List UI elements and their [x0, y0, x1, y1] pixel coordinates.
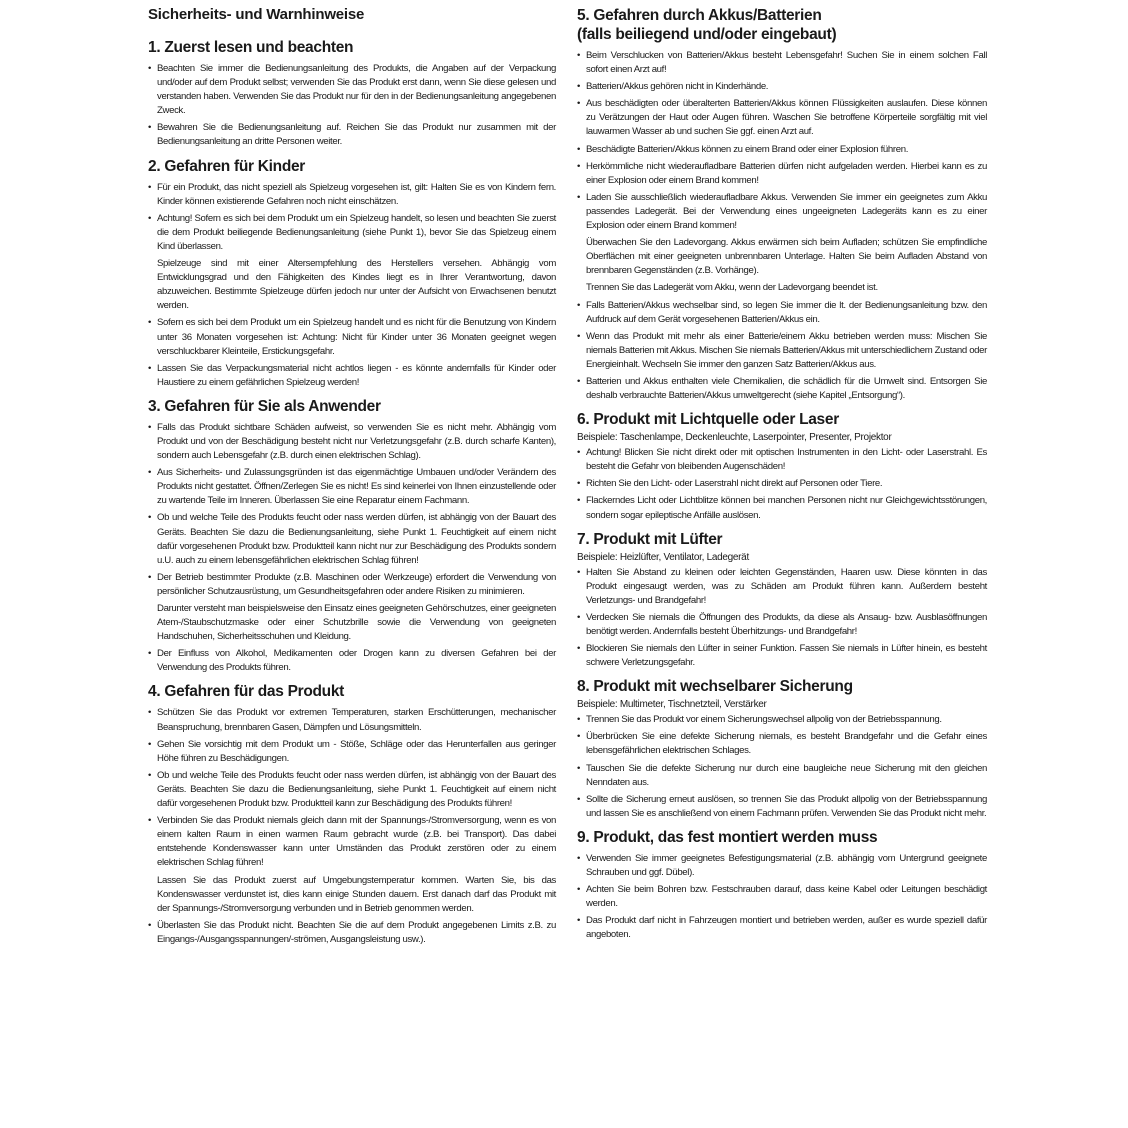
section-heading: 1. Zuerst lesen und beachten [148, 39, 354, 56]
section-5 [577, 6, 987, 403]
warning-list [148, 421, 556, 676]
right-column [577, 6, 987, 1128]
section-2 [148, 158, 556, 390]
section-4 [148, 683, 556, 947]
left-column [148, 6, 556, 1128]
warning-item: • Gehen Sie vorsichtig mit dem Produkt um - Stöße, Schläge oder das Herunterfallen aus geringer Höhe führen zu Beschädigungen. [148, 738, 556, 766]
section-examples: Beispiele: Heizlüfter, Ventilator, Ladegerät [577, 551, 749, 563]
section-6 [577, 411, 987, 522]
warning-list [577, 713, 987, 821]
section-heading: 3. Gefahren für Sie als Anwender [148, 397, 381, 415]
warning-item: • Das Produkt darf nicht in Fahrzeugen montiert und betrieben werden, außer es wurde speziell dafür angeboten. [577, 914, 987, 942]
section-9 [577, 829, 987, 943]
warning-item: • Beachten Sie immer die Bedienungsanleitung des Produkts, die Angaben auf der Verpackung und/oder auf dem Produkt selbst; verwenden Sie das Produkt erst dann, wenn Sie diese gelesen und verstanden haben. Verwenden Sie das Produkt nur für den in der Bedienungsanleitung angegebenen Zweck. [148, 62, 556, 118]
warning-item: • Richten Sie den Licht- oder Laserstrahl nicht direkt auf Personen oder Tiere. [577, 477, 987, 491]
section-8 [577, 678, 987, 821]
warning-item: • Falls das Produkt sichtbare Schäden aufweist, so verwenden Sie es nicht mehr. Abhängig vom Produkt und von der Beschädigung besteht nicht nur Verletzungsgefahr (z.B. durch scharfe Kanten), sondern auch Lebensgefahr (z.B. durch einen elektrischen Schlag). [148, 421, 556, 463]
warning-item: • Ob und welche Teile des Produkts feucht oder nass werden dürfen, ist abhängig von der Bauart des Geräts. Beachten Sie dazu die Bedienungsanleitung, siehe Punkt 1. Feuchtigkeit auf einem nicht dafür vorgesehenen Produkt bzw. Produktteil kann nicht nur zur Beschädigung des Produkts sondern u.U. auch zu einem lebensgefährlichen elektrischen Schlag führen! [148, 511, 556, 567]
warning-item: • Batterien/Akkus gehören nicht in Kinderhände. [577, 80, 987, 94]
warning-item: • Überbrücken Sie eine defekte Sicherung niemals, es besteht Brandgefahr und die Gefahr eines lebensgefährlichen elektrischen Schlages. [577, 730, 987, 758]
warning-item: • Für ein Produkt, das nicht speziell als Spielzeug vorgesehen ist, gilt: Halten Sie es von Kindern fern. Kinder können existierende Gefahren noch nicht einschätzen. [148, 181, 556, 209]
warning-item: • Überlasten Sie das Produkt nicht. Beachten Sie die auf dem Produkt angegebenen Limits z.B. zu Eingangs-/Ausgangsspannungen/-strömen, Ausgangsleistung usw.). [148, 919, 556, 947]
section-heading: 5. Gefahren durch Akkus/Batterien [577, 7, 822, 24]
right-sections [577, 6, 987, 943]
section-heading-continued: (falls beiliegend und/oder eingebaut) [577, 26, 837, 43]
warning-item: • Schützen Sie das Produkt vor extremen Temperaturen, starken Erschütterungen, mechanischer Beanspruchung, brennbaren Gasen, Dämpfen und Lösungsmitteln. [148, 706, 556, 734]
warning-item: • Beim Verschlucken von Batterien/Akkus besteht Lebensgefahr! Suchen Sie in einem solchen Fall sofort einen Arzt auf! [577, 49, 987, 77]
warning-item: • Lassen Sie das Verpackungsmaterial nicht achtlos liegen - es könnte andernfalls für Kinder oder Haustiere zu einem gefährlichen Spielzeug werden! [148, 362, 556, 390]
warning-item: • Tauschen Sie die defekte Sicherung nur durch eine baugleiche neue Sicherung mit den gleichen Nenndaten aus. [577, 762, 987, 790]
section-heading: 6. Produkt mit Lichtquelle oder Laser [577, 411, 839, 429]
warning-item: • Laden Sie ausschließlich wiederaufladbare Akkus. Verwenden Sie immer ein geeignetes zum Akku passendes Ladegerät. Bei der Verwendung eines ungeeigneten Ladegeräts kann es zu einer Explosion oder einem Brand kommen! [577, 191, 987, 233]
warning-item: • Ob und welche Teile des Produkts feucht oder nass werden dürfen, ist abhängig von der Bauart des Geräts. Beachten Sie dazu die Bedienungsanleitung, siehe Punkt 1. Feuchtigkeit auf einem nicht dafür vorgesehenen Produkt bzw. Produktteil kann zur Beschädigung des Produkts führen! [148, 769, 556, 811]
document-title: Sicherheits- und Warnhinweise [148, 6, 365, 23]
section-examples: Beispiele: Multimeter, Tischnetzteil, Verstärker [577, 699, 767, 711]
warning-list [148, 181, 556, 390]
warning-item-continued: Überwachen Sie den Ladevorgang. Akkus erwärmen sich beim Aufladen; schützen Sie empfindliche Oberflächen mit einer geeigneten unbrennbaren Unterlage. Halten Sie beim Aufladen Abstand von brennbaren Gegenständen (z.B. Vorhänge). [586, 237, 987, 277]
warning-item-continued: Lassen Sie das Produkt zuerst auf Umgebungstemperatur kommen. Warten Sie, bis das Kondenswasser verdunstet ist, dies kann einige Stunden dauern. Erst danach darf das Produkt mit der Spannungs-/Stromversorgung verbunden und in Betrieb genommen werden. [157, 874, 556, 914]
warning-list [148, 62, 556, 150]
warning-item: • Batterien und Akkus enthalten viele Chemikalien, die schädlich für die Umwelt sind. Entsorgen Sie deshalb verbrauchte Batterien/Akkus umweltgerecht (siehe Kapitel „Entsorgung“). [577, 375, 987, 403]
warning-item: • Bewahren Sie die Bedienungsanleitung auf. Reichen Sie das Produkt nur zusammen mit der Bedienungsanleitung an dritte Personen weiter. [148, 121, 556, 149]
warning-item: • Verdecken Sie niemals die Öffnungen des Produkts, da diese als Ansaug- bzw. Ausblasöffnungen benötigt werden. Andernfalls besteht Überhitzungs- und Brandgefahr! [577, 611, 987, 639]
section-heading: 4. Gefahren für das Produkt [148, 683, 345, 701]
warning-item: • Aus Sicherheits- und Zulassungsgründen ist das eigenmächtige Umbauen und/oder Verändern des Produkts nicht gestattet. Öffnen/Zerlegen Sie es nicht! Es sind keinerlei von Ihnen einzustellende oder zu wartende Teile im Inneren. Überlassen Sie eine Reparatur einem Fachmann. [148, 466, 556, 508]
warning-item: • Aus beschädigten oder überalterten Batterien/Akkus können Flüssigkeiten auslaufen. Diese können zu Verätzungen der Haut oder Augen führen. Waschen Sie betroffene Körperteile sorgfältig mit viel lauwarmen Wasser ab und suchen Sie ggf. einen Arzt auf. [577, 97, 987, 139]
warning-item: • Beschädigte Batterien/Akkus können zu einem Brand oder einer Explosion führen. [577, 143, 987, 157]
warning-item-continued: Trennen Sie das Ladegerät vom Akku, wenn der Ladevorgang beendet ist. [586, 282, 878, 294]
warning-list [148, 706, 556, 947]
warning-item: • Verbinden Sie das Produkt niemals gleich dann mit der Spannungs-/Stromversorgung, wenn es von einem kalten Raum in einen warmen Raum gebracht wurde (z.B. bei Transport). Das dabei entstehende Kondenswasser kann unter Umständen das Produkt zerstören oder zu einem elektrischen Schlag führen! [148, 814, 556, 870]
warning-item-continued: Darunter versteht man beispielsweise den Einsatz eines geeigneten Gehörschutzes, einer geeigneten Atem-/Staubschutzmaske oder einer Schutzbrille sowie die Verwendung von geeigneten Handschuhen, Sicherheitsschuhen und Kleidung. [157, 603, 556, 643]
warning-list [577, 446, 987, 522]
warning-item: • Falls Batterien/Akkus wechselbar sind, so legen Sie immer die lt. der Bedienungsanleitung bzw. den Aufdruck auf dem Gerät vorgesehenen Batterien/Akkus ein. [577, 299, 987, 327]
warning-item: • Der Betrieb bestimmter Produkte (z.B. Maschinen oder Werkzeuge) erfordert die Verwendung von persönlicher Schutzausrüstung, um Gesundheitsgefahren oder andere Risiken zu minimieren. [148, 571, 556, 599]
warning-list [577, 49, 987, 403]
warning-item: • Herkömmliche nicht wiederaufladbare Batterien dürfen nicht aufgeladen werden. Hierbei kann es zu einer Explosion oder einem Brand kommen! [577, 160, 987, 188]
section-heading: 2. Gefahren für Kinder [148, 157, 306, 175]
section-heading: 9. Produkt, das fest montiert werden muss [577, 828, 878, 846]
section-heading: 8. Produkt mit wechselbarer Sicherung [577, 678, 853, 696]
warning-item: • Der Einfluss von Alkohol, Medikamenten oder Drogen kann zu diversen Gefahren bei der Verwendung des Produkts führen. [148, 647, 556, 675]
warning-item-continued: Spielzeuge sind mit einer Altersempfehlung des Herstellers versehen. Abhängig vom Entwicklungsgrad und den Fähigkeiten des Kindes liegt es in Ihrer Verantwortung, davon abzuweichen. Bestimmte Spielzeuge dürfen jedoch nur unter der Aufsicht von Erwachsenen benutzt werden. [157, 258, 556, 312]
warning-list [577, 566, 987, 671]
section-1 [148, 39, 556, 150]
warning-item: • Flackerndes Licht oder Lichtblitze können bei manchen Personen nicht nur Gleichgewichtsstörungen, sondern sogar epileptische Anfälle auslösen. [577, 494, 987, 522]
warning-item: • Verwenden Sie immer geeignetes Befestigungsmaterial (z.B. abhängig vom Untergrund geeignete Schrauben und ggf. Dübel). [577, 852, 987, 880]
warning-item: • Achtung! Blicken Sie nicht direkt oder mit optischen Instrumenten in den Licht- oder Laserstrahl. Es besteht die Gefahr von bleibenden Augenschäden! [577, 446, 987, 474]
warning-item: • Blockieren Sie niemals den Lüfter in seiner Funktion. Fassen Sie niemals in Lüfter hinein, es besteht schwere Verletzungsgefahr. [577, 642, 987, 670]
warning-item: • Halten Sie Abstand zu kleinen oder leichten Gegenständen, Haaren usw. Diese könnten in das Produkt eingesaugt werden, was zu Schäden am Produkt führen kann. Außerdem besteht Verletzungs- und Brandgefahr! [577, 566, 987, 608]
warning-item: • Wenn das Produkt mit mehr als einer Batterie/einem Akku betrieben werden muss: Mischen Sie niemals Batterien mit Akkus. Mischen Sie niemals Batterien/Akkus mit unterschiedlichem Zustand oder Energieinhalt. Wechseln Sie immer den ganzen Satz Batterien/Akkus aus. [577, 330, 987, 372]
warning-item: • Sofern es sich bei dem Produkt um ein Spielzeug handelt und es nicht für die Benutzung von Kindern unter 36 Monaten vorgesehen ist: Achtung: Nicht für Kinder unter 36 Monaten geeignet wegen verschluckbarer Kleinteile, Erstickungsgefahr. [148, 316, 556, 358]
warning-item: • Sollte die Sicherung erneut auslösen, so trennen Sie das Produkt allpolig von der Betriebsspannung und lassen Sie es anschließend von einem Fachmann prüfen. Verwenden Sie das Produkt nicht mehr. [577, 793, 987, 821]
warning-item: • Trennen Sie das Produkt vor einem Sicherungswechsel allpolig von der Betriebsspannung. [577, 713, 987, 727]
section-examples: Beispiele: Taschenlampe, Deckenleuchte, Laserpointer, Presenter, Projektor [577, 432, 892, 444]
section-7 [577, 531, 987, 671]
section-3 [148, 398, 556, 676]
left-sections [148, 39, 556, 947]
warning-item: • Achten Sie beim Bohren bzw. Festschrauben darauf, dass keine Kabel oder Leitungen beschädigt werden. [577, 883, 987, 911]
section-heading: 7. Produkt mit Lüfter [577, 530, 723, 548]
warning-item: • Achtung! Sofern es sich bei dem Produkt um ein Spielzeug handelt, so lesen und beachten Sie zuerst die dem Produkt beiliegende Bedienungsanleitung (siehe Punkt 1), bevor Sie das Spielzeug einem Kind überlassen. [148, 212, 556, 254]
warning-list [577, 852, 987, 943]
